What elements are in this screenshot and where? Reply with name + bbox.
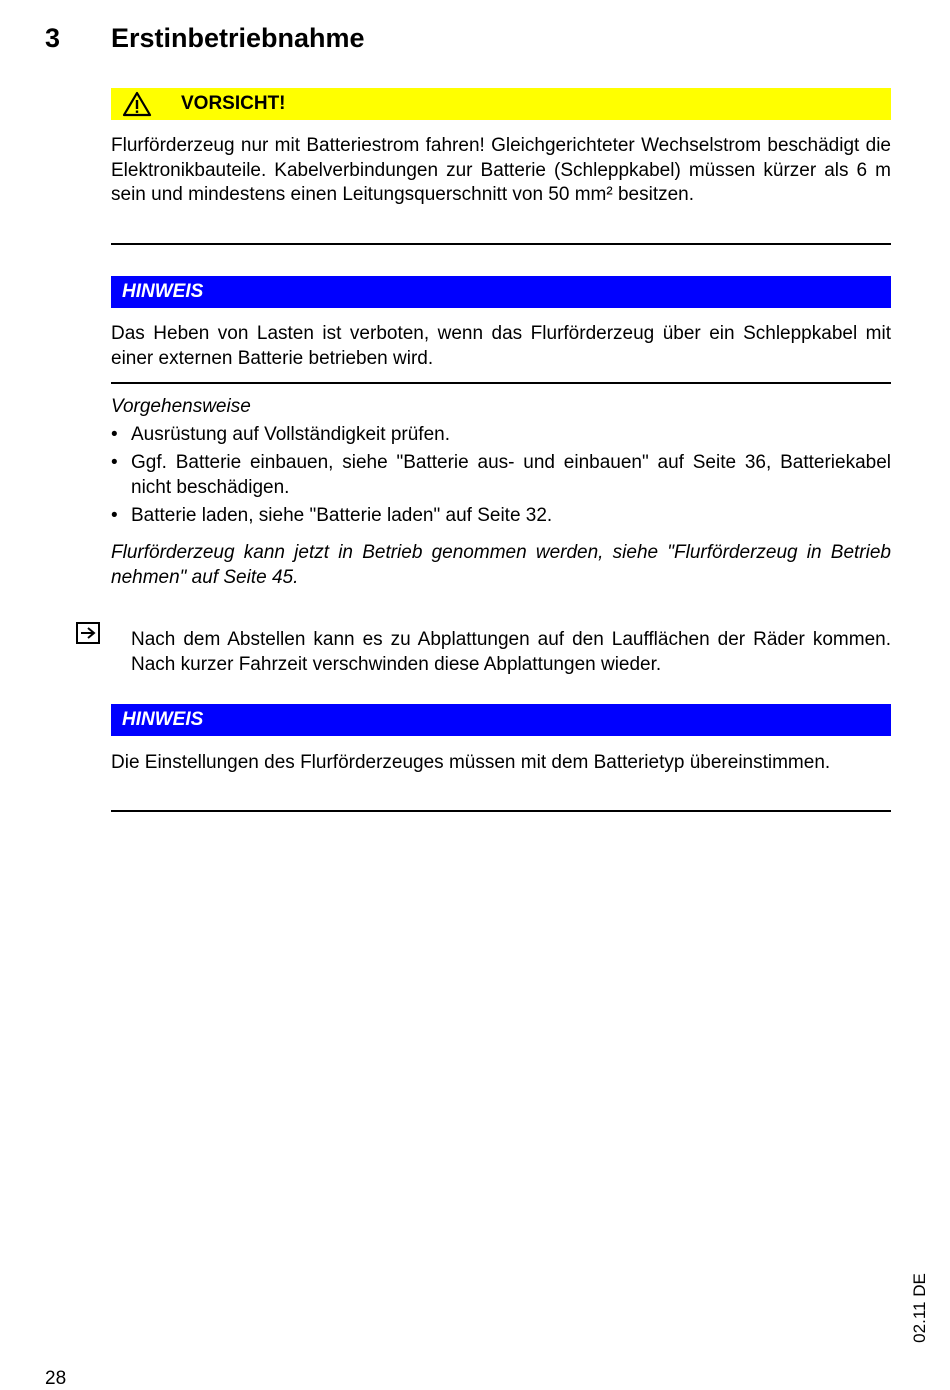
- procedure-steps: [111, 423, 891, 528]
- warning-triangle-icon: [122, 91, 152, 117]
- procedure-step-text: Ggf. Batterie einbauen, siehe "Batterie aus- und einbauen" auf Seite 36, Batteriekabel nicht beschädigen.: [131, 452, 891, 498]
- version-label: 02.11 DE: [910, 1273, 929, 1343]
- caution-banner: [111, 88, 891, 120]
- hint-banner: [111, 276, 891, 308]
- hint-text: Das Heben von Lasten ist verboten, wenn das Flurförderzeug über ein Schleppkabel mit einer externen Batterie betrieben wird.: [111, 323, 891, 369]
- chapter-number: 3: [45, 23, 61, 53]
- arrow-right-icon: [76, 622, 100, 644]
- procedure-step-text: Batterie laden, siehe "Batterie laden" auf Seite 32.: [131, 504, 553, 526]
- hint-label: HINWEIS: [122, 281, 204, 302]
- bullet: •: [111, 424, 118, 445]
- divider: [111, 810, 891, 812]
- procedure-step: [111, 451, 891, 500]
- divider: [111, 243, 891, 245]
- procedure-heading: Vorgehensweise: [111, 396, 251, 417]
- page-number: 28: [45, 1368, 67, 1389]
- procedure-step: [111, 423, 891, 448]
- caution-label: VORSICHT!: [181, 93, 286, 114]
- divider: [111, 382, 891, 384]
- chapter-title: Erstinbetriebnahme: [111, 23, 365, 53]
- procedure-step: [111, 504, 891, 529]
- hint-text: Die Einstellungen des Flurförderzeuges müssen mit dem Batterietyp übereinstimmen.: [111, 752, 831, 773]
- procedure-step-text: Ausrüstung auf Vollständigkeit prüfen.: [131, 424, 450, 445]
- hint-banner: [111, 704, 891, 736]
- bullet: •: [111, 452, 118, 473]
- bullet: •: [111, 504, 118, 526]
- procedure-result: Flurförderzeug kann jetzt in Betrieb genommen werden, siehe "Flurförderzeug in Betrieb nehmen" auf Seite 45.: [111, 542, 891, 588]
- note-text: Nach dem Abstellen kann es zu Abplattungen auf den Laufflächen der Räder kommen. Nach kurzer Fahrzeit verschwinden diese Abplattungen wieder.: [131, 629, 891, 675]
- hint-label: HINWEIS: [122, 709, 204, 730]
- caution-text: Flurförderzeug nur mit Batteriestrom fahren! Gleichgerichteter Wechselstrom beschädigt die Elektronikbauteile. Kabelverbindungen zur Batterie (Schleppkabel) müssen kürzer als 6 m sein und mindestens einen Leitungsquerschnitt von 50 mm² besitzen.: [111, 135, 891, 205]
